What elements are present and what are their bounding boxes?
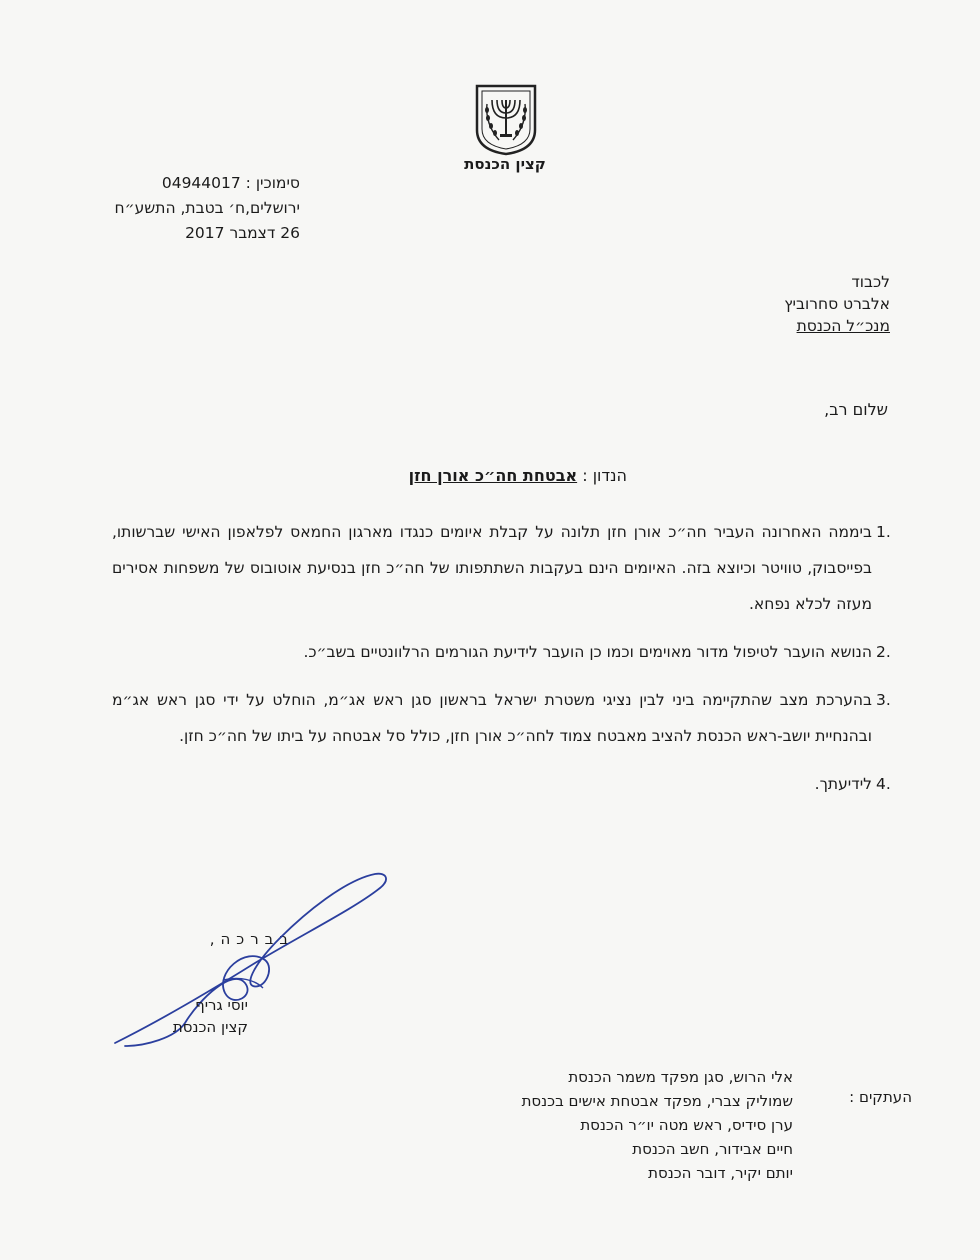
cc-label: העתקים : xyxy=(849,1088,912,1106)
item-number: .3 xyxy=(876,691,891,709)
item-text: ביממה האחרונה העביר חה״כ אורן חזן תלונה על קבלת איומים כנגדו מארגון החמאס לפלאפון האישי שברשותו, בפייסבוק, טוויטר וכיוצא בזה. האיומים הינם בעקבות השתתפותו של חה״כ חזן בנסיעת אוטובוס של משפחות אסירים מעזה לכלא נפחא. xyxy=(112,523,872,613)
recipient-title: מנכ״ל הכנסת xyxy=(796,317,890,335)
hebrew-date: ירושלים,ח׳ בטבת, התשע״ח xyxy=(114,199,300,217)
item-text: הנושא הועבר לטיפול מדור מאוימים וכמו כן הועבר לידיעת הגורמים הרלוונטיים בשב״כ. xyxy=(303,643,872,661)
item-number: .4 xyxy=(876,775,891,793)
reference-block xyxy=(40,173,300,248)
recipient-block xyxy=(630,272,890,338)
reference-number: סימוכין : 04944017 xyxy=(161,174,300,192)
subject-text: אבטחת חה״כ אורן חזן xyxy=(408,466,578,485)
list-item xyxy=(112,634,891,670)
cc-list xyxy=(373,1067,793,1187)
cc-item: ערן סידיס, ראש מטה יו״ר הכנסת xyxy=(580,1116,793,1134)
state-emblem-icon xyxy=(473,84,539,156)
office-title: קצין הכנסת xyxy=(464,155,546,173)
item-number: .1 xyxy=(876,523,891,541)
item-number: .2 xyxy=(876,643,891,661)
signer-block xyxy=(108,995,248,1039)
gregorian-date: 26 דצמבר 2017 xyxy=(185,224,300,242)
item-text: בהערכת מצב שהתקיימה ביני לבין נציגי משטרת ישראל בראשון סגן ראש אג״מ, הוחלט על ידי סגן ראש אג״מ ובהנחיית יושב-ראש הכנסת להציב מאבטח צמוד לחה״כ אורן חזן, כולל סל אבטחה על ביתו של חה״כ חזן. xyxy=(112,691,872,745)
list-item xyxy=(112,766,891,802)
recipient-name: אלברט סחרוביץ xyxy=(784,295,890,313)
items-list xyxy=(112,514,891,814)
list-item xyxy=(112,682,891,754)
cc-item: שמוליק צברי, מפקד אבטחת אישים בכנסת xyxy=(521,1092,793,1110)
cc-item: יותם יקיר, דובר הכנסת xyxy=(648,1164,793,1182)
item-text: לידיעתך. xyxy=(814,775,872,793)
list-item xyxy=(112,514,891,622)
cc-item: חיים אבידור, חשב הכנסת xyxy=(632,1140,793,1158)
recipient-salutation: לכבוד xyxy=(851,273,890,291)
subject-line xyxy=(409,466,627,486)
signer-name: יוסי גריף xyxy=(195,996,248,1014)
cc-item: אלי הרוש, סגן מפקד משמר הכנסת xyxy=(568,1068,793,1086)
subject-label: הנדון : xyxy=(577,466,627,485)
greeting: שלום רב, xyxy=(824,400,888,419)
closing: בברכה, xyxy=(209,930,294,948)
signer-title: קצין הכנסת xyxy=(172,1018,248,1036)
